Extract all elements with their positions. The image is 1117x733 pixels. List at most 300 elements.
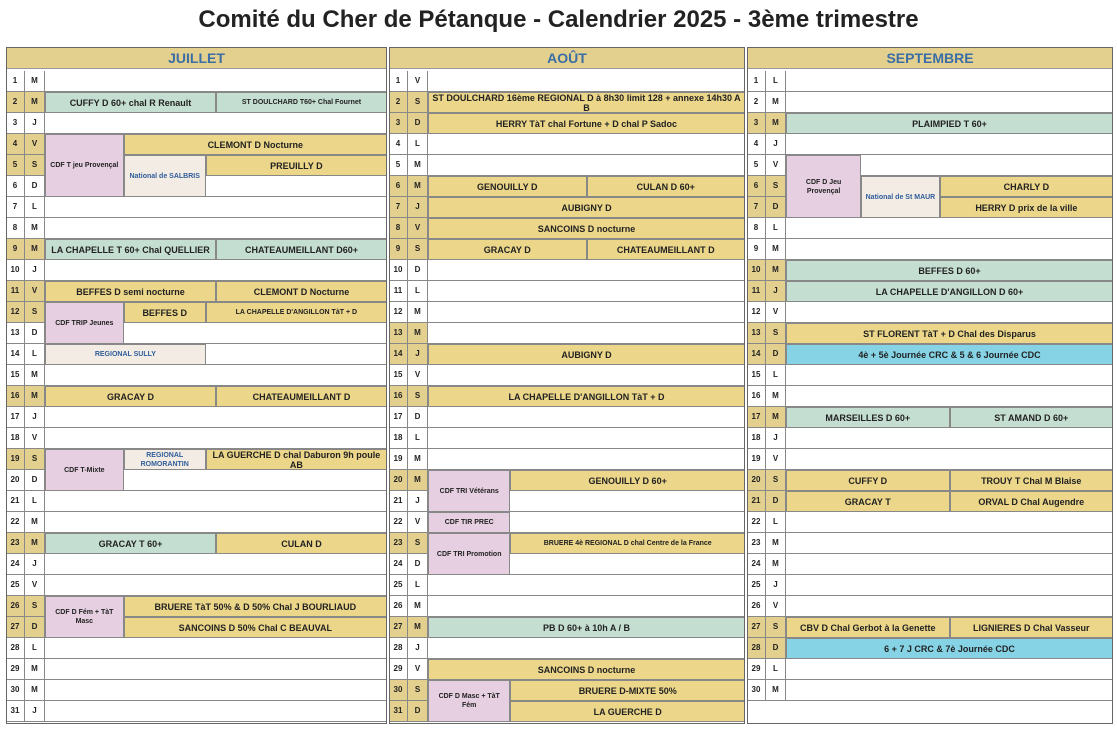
day-number: 18 [6, 428, 25, 448]
day-letter: J [25, 260, 45, 280]
day-row [389, 596, 745, 617]
day-row [6, 71, 387, 92]
day-letter: S [408, 239, 428, 259]
day-number: 7 [747, 197, 766, 217]
day-letter: D [25, 617, 45, 637]
day-letter: M [25, 512, 45, 532]
day-row [6, 407, 387, 428]
event-cell: CLEMONT D Nocturne [216, 281, 387, 302]
event-cell: CULAN D [216, 533, 387, 554]
day-letter: S [408, 386, 428, 406]
day-number: 22 [6, 512, 25, 532]
day-number: 28 [747, 638, 766, 658]
day-letter: V [766, 449, 786, 469]
day-number: 1 [6, 71, 25, 91]
day-number: 14 [747, 344, 766, 364]
day-number: 19 [747, 449, 766, 469]
day-row [747, 449, 1113, 470]
day-letter: L [766, 218, 786, 238]
day-number: 29 [747, 659, 766, 679]
event-cell: ST DOULCHARD T60+ Chal Fournet [216, 92, 387, 113]
event-cell: GENOUILLY D [428, 176, 587, 197]
day-number: 4 [389, 134, 408, 154]
day-letter: S [25, 302, 45, 322]
day-number: 28 [389, 638, 408, 658]
day-row [6, 638, 387, 659]
day-number: 27 [6, 617, 25, 637]
event-cell: HERRY D prix de la ville [940, 197, 1113, 218]
day-row [747, 659, 1113, 680]
day-row [747, 596, 1113, 617]
day-number: 22 [389, 512, 408, 532]
month-header: SEPTEMBRE [747, 47, 1113, 69]
day-number: 9 [389, 239, 408, 259]
day-number: 18 [389, 428, 408, 448]
day-row [389, 260, 745, 281]
day-number: 30 [747, 680, 766, 700]
event-cell: LA CHAPELLE D'ANGILLON D 60+ [786, 281, 1113, 302]
day-number: 17 [6, 407, 25, 427]
day-letter: L [25, 344, 45, 364]
event-cell: National de St MAUR [861, 176, 939, 218]
day-letter: L [408, 281, 428, 301]
event-cell: CDF D Fém + TàT Masc [45, 596, 124, 638]
day-letter: M [408, 155, 428, 175]
event-cell: BEFFES D semi nocturne [45, 281, 216, 302]
day-letter: M [25, 533, 45, 553]
day-letter: V [25, 281, 45, 301]
day-letter: V [766, 596, 786, 616]
day-row [6, 554, 387, 575]
day-letter: M [766, 386, 786, 406]
day-letter: S [766, 323, 786, 343]
event-cell: CDF TRIP Jeunes [45, 302, 124, 344]
event-cell: MARSEILLES D 60+ [786, 407, 950, 428]
day-letter: V [25, 575, 45, 595]
day-row [747, 533, 1113, 554]
event-cell: LA GUERCHE D [510, 701, 745, 722]
day-letter: L [408, 134, 428, 154]
day-row [389, 155, 745, 176]
event-cell: CDF D Masc + TàT Fém [428, 680, 510, 722]
day-number: 20 [6, 470, 25, 490]
day-number: 26 [747, 596, 766, 616]
day-row [747, 512, 1113, 533]
event-cell: ST AMAND D 60+ [950, 407, 1114, 428]
day-number: 17 [747, 407, 766, 427]
day-row [6, 260, 387, 281]
day-number: 2 [389, 92, 408, 112]
day-letter: S [25, 596, 45, 616]
day-letter: J [25, 113, 45, 133]
day-number: 6 [747, 176, 766, 196]
day-number: 14 [6, 344, 25, 364]
day-number: 29 [6, 659, 25, 679]
event-cell: SANCOINS D nocturne [428, 659, 745, 680]
day-number: 24 [389, 554, 408, 574]
day-number: 10 [747, 260, 766, 280]
day-number: 30 [6, 680, 25, 700]
event-cell: LA GUERCHE D chal Daburon 9h poule AB [206, 449, 387, 470]
day-row [389, 575, 745, 596]
day-letter: M [766, 239, 786, 259]
day-letter: M [408, 176, 428, 196]
day-number: 20 [747, 470, 766, 490]
day-number: 5 [6, 155, 25, 175]
day-number: 29 [389, 659, 408, 679]
day-letter: J [408, 638, 428, 658]
day-number: 3 [6, 113, 25, 133]
day-number: 3 [389, 113, 408, 133]
day-number: 3 [747, 113, 766, 133]
day-letter: D [408, 260, 428, 280]
day-number: 8 [389, 218, 408, 238]
day-row [6, 197, 387, 218]
day-row [6, 218, 387, 239]
event-cell: REGIONAL SULLY [45, 344, 206, 365]
event-cell: CDF TRI Promotion [428, 533, 510, 575]
event-cell: CBV D Chal Gerbot à la Genette [786, 617, 950, 638]
day-letter: D [408, 113, 428, 133]
day-number: 21 [6, 491, 25, 511]
day-letter: M [766, 680, 786, 700]
event-cell: GRACAY T 60+ [45, 533, 216, 554]
day-row [6, 365, 387, 386]
day-row [747, 365, 1113, 386]
day-letter: V [25, 428, 45, 448]
event-cell: LA CHAPELLE D'ANGILLON TàT + D [206, 302, 387, 323]
event-cell: BRUERE D-MIXTE 50% [510, 680, 745, 701]
day-letter: D [25, 470, 45, 490]
day-letter: D [408, 701, 428, 721]
day-letter: V [408, 512, 428, 532]
day-row [389, 71, 745, 92]
day-letter: M [408, 596, 428, 616]
day-row [389, 302, 745, 323]
day-letter: S [25, 449, 45, 469]
day-number: 13 [747, 323, 766, 343]
day-row [747, 575, 1113, 596]
event-cell: LIGNIERES D Chal Vasseur [950, 617, 1114, 638]
day-row [6, 701, 387, 722]
event-cell: REGIONAL ROMORANTIN [124, 449, 206, 470]
day-letter: S [766, 617, 786, 637]
day-row [6, 680, 387, 701]
day-number: 18 [747, 428, 766, 448]
event-cell: AUBIGNY D [428, 197, 745, 218]
day-number: 9 [6, 239, 25, 259]
day-number: 5 [389, 155, 408, 175]
event-cell: GRACAY D [45, 386, 216, 407]
day-number: 12 [747, 302, 766, 322]
day-letter: S [408, 680, 428, 700]
event-cell: GENOUILLY D 60+ [510, 470, 745, 491]
day-letter: V [408, 218, 428, 238]
day-letter: L [25, 197, 45, 217]
day-letter: M [766, 407, 786, 427]
event-cell: BRUERE 4è REGIONAL D chal Centre de la France [510, 533, 745, 554]
day-letter: J [766, 575, 786, 595]
day-number: 31 [389, 701, 408, 721]
event-cell: LA CHAPELLE T 60+ Chal QUELLIER [45, 239, 216, 260]
event-cell: LA CHAPELLE D'ANGILLON TàT + D [428, 386, 745, 407]
day-number: 2 [747, 92, 766, 112]
event-cell: TROUY T Chal M Blaise [950, 470, 1114, 491]
day-number: 31 [6, 701, 25, 721]
day-letter: L [766, 365, 786, 385]
day-row [747, 71, 1113, 92]
day-row [6, 428, 387, 449]
day-row [747, 92, 1113, 113]
day-number: 4 [6, 134, 25, 154]
day-row [389, 134, 745, 155]
day-number: 19 [6, 449, 25, 469]
event-cell: CDF TIR PREC [428, 512, 510, 533]
event-cell: CUFFY D [786, 470, 950, 491]
day-number: 23 [747, 533, 766, 553]
event-cell: CUFFY D 60+ chal R Renault [45, 92, 216, 113]
month-juillet [6, 47, 387, 724]
day-number: 10 [6, 260, 25, 280]
event-cell: 4è + 5è Journée CRC & 5 & 6 Journée CDC [786, 344, 1113, 365]
day-number: 17 [389, 407, 408, 427]
day-number: 21 [747, 491, 766, 511]
day-number: 9 [747, 239, 766, 259]
day-letter: S [766, 470, 786, 490]
day-number: 14 [389, 344, 408, 364]
day-letter: J [25, 407, 45, 427]
day-number: 30 [389, 680, 408, 700]
day-number: 25 [389, 575, 408, 595]
event-cell: PLAIMPIED T 60+ [786, 113, 1113, 134]
day-number: 16 [389, 386, 408, 406]
day-letter: S [408, 533, 428, 553]
day-letter: V [408, 659, 428, 679]
day-number: 6 [6, 176, 25, 196]
event-cell: CDF T-Mixte [45, 449, 124, 491]
day-row [6, 512, 387, 533]
day-number: 2 [6, 92, 25, 112]
day-number: 1 [389, 71, 408, 91]
day-letter: S [25, 155, 45, 175]
event-cell: BRUERE TàT 50% & D 50% Chal J BOURLIAUD [124, 596, 387, 617]
day-number: 23 [6, 533, 25, 553]
day-row [747, 428, 1113, 449]
day-letter: M [25, 218, 45, 238]
day-number: 1 [747, 71, 766, 91]
day-number: 25 [6, 575, 25, 595]
day-row [747, 302, 1113, 323]
day-row [389, 449, 745, 470]
event-cell: CDF D Jeu Provençal [786, 155, 861, 218]
day-letter: J [766, 281, 786, 301]
day-letter: D [766, 344, 786, 364]
event-cell: BEFFES D 60+ [786, 260, 1113, 281]
event-cell: ORVAL D Chal Augendre [950, 491, 1114, 512]
day-row [389, 428, 745, 449]
day-number: 15 [6, 365, 25, 385]
day-number: 10 [389, 260, 408, 280]
event-cell: CHATEAUMEILLANT D [216, 386, 387, 407]
month-août [389, 47, 745, 724]
event-cell: ST FLORENT TàT + D Chal des Disparus [786, 323, 1113, 344]
day-letter: M [408, 449, 428, 469]
day-letter: M [25, 386, 45, 406]
day-number: 15 [747, 365, 766, 385]
day-letter: L [408, 428, 428, 448]
day-number: 13 [389, 323, 408, 343]
day-number: 7 [6, 197, 25, 217]
day-number: 6 [389, 176, 408, 196]
event-cell: CLEMONT D Nocturne [124, 134, 387, 155]
day-number: 27 [389, 617, 408, 637]
day-letter: J [408, 344, 428, 364]
day-letter: M [25, 92, 45, 112]
day-number: 16 [747, 386, 766, 406]
day-number: 8 [747, 218, 766, 238]
day-letter: D [766, 638, 786, 658]
event-cell: AUBIGNY D [428, 344, 745, 365]
day-letter: D [25, 176, 45, 196]
day-row [6, 575, 387, 596]
day-letter: M [408, 323, 428, 343]
month-septembre [747, 47, 1113, 724]
day-letter: V [25, 134, 45, 154]
event-cell: GRACAY D [428, 239, 587, 260]
day-letter: M [25, 365, 45, 385]
day-letter: D [25, 323, 45, 343]
day-letter: M [25, 239, 45, 259]
day-letter: M [766, 113, 786, 133]
day-letter: S [766, 176, 786, 196]
day-letter: L [25, 638, 45, 658]
event-cell: BEFFES D [124, 302, 206, 323]
event-cell: SANCOINS D nocturne [428, 218, 745, 239]
month-header: AOÛT [389, 47, 745, 69]
event-cell: HERRY TàT chal Fortune + D chal P Sadoc [428, 113, 745, 134]
day-letter: L [25, 491, 45, 511]
day-number: 15 [389, 365, 408, 385]
event-cell: CHARLY D [940, 176, 1113, 197]
event-cell: PB D 60+ à 10h A / B [428, 617, 745, 638]
day-letter: M [408, 302, 428, 322]
day-letter: D [408, 554, 428, 574]
day-letter: M [408, 617, 428, 637]
day-letter: J [408, 491, 428, 511]
page-title: Comité du Cher de Pétanque - Calendrier 2025 - 3ème trimestre [198, 6, 919, 33]
day-number: 21 [389, 491, 408, 511]
day-number: 19 [389, 449, 408, 469]
day-letter: D [408, 407, 428, 427]
day-row [747, 134, 1113, 155]
event-cell: CDF TRI Vétérans [428, 470, 510, 512]
day-number: 11 [747, 281, 766, 301]
day-row [389, 365, 745, 386]
day-number: 25 [747, 575, 766, 595]
day-row [747, 239, 1113, 260]
day-letter: V [766, 302, 786, 322]
day-letter: J [25, 701, 45, 721]
day-letter: V [766, 155, 786, 175]
day-number: 23 [389, 533, 408, 553]
day-row [747, 218, 1113, 239]
event-cell: CHATEAUMEILLANT D [587, 239, 746, 260]
day-number: 28 [6, 638, 25, 658]
event-cell: 6 + 7 J CRC & 7è Journée CDC [786, 638, 1113, 659]
day-row [747, 386, 1113, 407]
day-number: 11 [389, 281, 408, 301]
day-letter: V [408, 71, 428, 91]
day-letter: M [25, 659, 45, 679]
day-row [747, 554, 1113, 575]
day-number: 7 [389, 197, 408, 217]
day-letter: D [766, 197, 786, 217]
day-letter: M [766, 554, 786, 574]
day-letter: M [25, 680, 45, 700]
day-letter: L [766, 71, 786, 91]
day-number: 24 [747, 554, 766, 574]
day-row [389, 281, 745, 302]
day-row [6, 659, 387, 680]
day-number: 16 [6, 386, 25, 406]
day-letter: L [408, 575, 428, 595]
event-cell: PREUILLY D [206, 155, 387, 176]
day-row [6, 491, 387, 512]
day-letter: L [766, 512, 786, 532]
event-cell: CDF T jeu Provençal [45, 134, 124, 197]
day-number: 13 [6, 323, 25, 343]
day-letter: M [766, 92, 786, 112]
day-letter: D [766, 491, 786, 511]
day-number: 11 [6, 281, 25, 301]
event-cell: National de SALBRIS [124, 155, 206, 197]
day-number: 4 [747, 134, 766, 154]
day-letter: J [408, 197, 428, 217]
day-row [389, 323, 745, 344]
event-cell: CULAN D 60+ [587, 176, 746, 197]
day-letter: M [25, 71, 45, 91]
day-letter: J [25, 554, 45, 574]
event-cell: CHATEAUMEILLANT D60+ [216, 239, 387, 260]
day-number: 12 [389, 302, 408, 322]
event-cell: GRACAY T [786, 491, 950, 512]
day-number: 26 [6, 596, 25, 616]
event-cell: ST DOULCHARD 16ème REGIONAL D à 8h30 limit 128 + annexe 14h30 A B [428, 92, 745, 113]
day-row [389, 407, 745, 428]
day-letter: J [766, 428, 786, 448]
day-number: 26 [389, 596, 408, 616]
day-number: 22 [747, 512, 766, 532]
month-header: JUILLET [6, 47, 387, 69]
day-row [747, 680, 1113, 701]
day-number: 5 [747, 155, 766, 175]
day-letter: V [408, 365, 428, 385]
event-cell: SANCOINS D 50% Chal C BEAUVAL [124, 617, 387, 638]
day-letter: J [766, 134, 786, 154]
day-row [6, 113, 387, 134]
day-number: 27 [747, 617, 766, 637]
day-letter: M [408, 470, 428, 490]
day-number: 24 [6, 554, 25, 574]
day-letter: M [766, 260, 786, 280]
day-number: 12 [6, 302, 25, 322]
day-letter: L [766, 659, 786, 679]
day-number: 8 [6, 218, 25, 238]
day-number: 20 [389, 470, 408, 490]
day-row [389, 638, 745, 659]
day-letter: M [766, 533, 786, 553]
day-letter: S [408, 92, 428, 112]
